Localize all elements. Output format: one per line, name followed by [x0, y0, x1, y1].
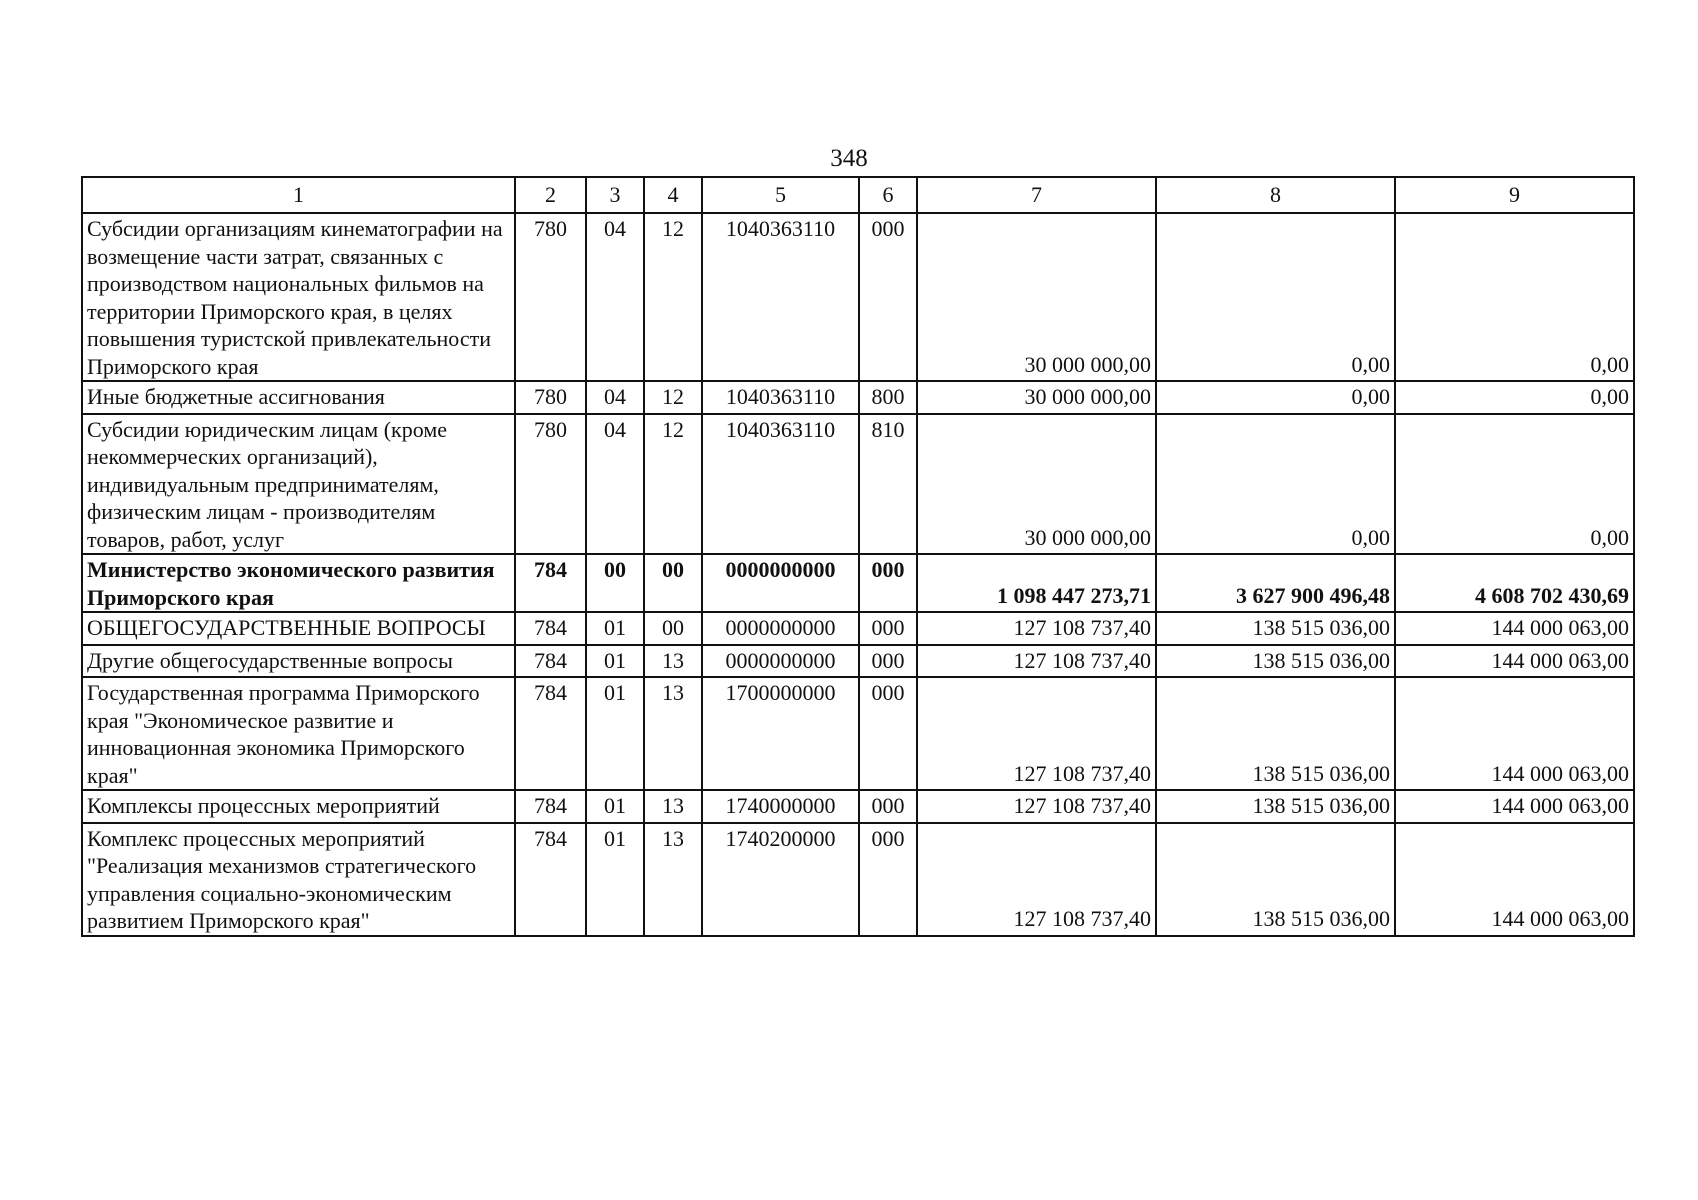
- column-header: 7: [917, 177, 1156, 213]
- subsection-cell: 13: [644, 677, 702, 790]
- amount-cell: 138 515 036,00: [1156, 790, 1395, 823]
- column-header: 9: [1395, 177, 1634, 213]
- column-header: 3: [586, 177, 644, 213]
- target-article-cell: 0000000000: [702, 612, 859, 645]
- section-cell: 04: [586, 381, 644, 414]
- row-name-cell: Субсидии организациям кинематографии на возмещение части затрат, связанных с производством национальных фильмов на территории Приморского края, в целях повышения туристской привлекательности Приморского края: [82, 213, 515, 381]
- amount-cell: 4 608 702 430,69: [1395, 554, 1634, 612]
- column-header: 8: [1156, 177, 1395, 213]
- amount-cell: 30 000 000,00: [917, 213, 1156, 381]
- section-cell: 04: [586, 414, 644, 555]
- amount-cell: 144 000 063,00: [1395, 645, 1634, 678]
- subsection-cell: 12: [644, 213, 702, 381]
- row-name-cell: Комплекс процессных мероприятий "Реализация механизмов стратегического управления социально-экономическим развитием Приморского края": [82, 823, 515, 936]
- subsection-cell: 13: [644, 790, 702, 823]
- column-header: 4: [644, 177, 702, 213]
- code-cell: 784: [515, 790, 586, 823]
- expense-type-cell: 000: [859, 213, 917, 381]
- code-cell: 784: [515, 677, 586, 790]
- amount-cell: 127 108 737,40: [917, 790, 1156, 823]
- target-article-cell: 0000000000: [702, 554, 859, 612]
- subsection-cell: 13: [644, 645, 702, 678]
- code-cell: 780: [515, 414, 586, 555]
- target-article-cell: 1040363110: [702, 213, 859, 381]
- amount-cell: 138 515 036,00: [1156, 645, 1395, 678]
- expense-type-cell: 800: [859, 381, 917, 414]
- table-row: [82, 213, 1634, 381]
- column-header: 2: [515, 177, 586, 213]
- table-row: [82, 677, 1634, 790]
- code-cell: 780: [515, 381, 586, 414]
- amount-cell: 144 000 063,00: [1395, 677, 1634, 790]
- amount-cell: 0,00: [1156, 381, 1395, 414]
- subsection-cell: 00: [644, 612, 702, 645]
- amount-cell: 3 627 900 496,48: [1156, 554, 1395, 612]
- section-cell: 01: [586, 823, 644, 936]
- section-cell: 01: [586, 612, 644, 645]
- amount-cell: 127 108 737,40: [917, 677, 1156, 790]
- amount-cell: 144 000 063,00: [1395, 823, 1634, 936]
- table-row: [82, 790, 1634, 823]
- code-cell: 780: [515, 213, 586, 381]
- column-header: 6: [859, 177, 917, 213]
- amount-cell: 30 000 000,00: [917, 381, 1156, 414]
- row-name-cell: Государственная программа Приморского края "Экономическое развитие и инновационная экономика Приморского края": [82, 677, 515, 790]
- code-cell: 784: [515, 823, 586, 936]
- column-header: 1: [82, 177, 515, 213]
- section-cell: 01: [586, 645, 644, 678]
- section-cell: 01: [586, 790, 644, 823]
- amount-cell: 0,00: [1395, 213, 1634, 381]
- table-row: [82, 554, 1634, 612]
- table-row: [82, 645, 1634, 678]
- row-name-cell: ОБЩЕГОСУДАРСТВЕННЫЕ ВОПРОСЫ: [82, 612, 515, 645]
- table-row: [82, 823, 1634, 936]
- table-header-row: [82, 177, 1634, 213]
- amount-cell: 0,00: [1156, 213, 1395, 381]
- table-row: [82, 381, 1634, 414]
- amount-cell: 138 515 036,00: [1156, 677, 1395, 790]
- amount-cell: 127 108 737,40: [917, 645, 1156, 678]
- budget-table: [81, 176, 1635, 937]
- expense-type-cell: 000: [859, 645, 917, 678]
- expense-type-cell: 000: [859, 823, 917, 936]
- expense-type-cell: 000: [859, 790, 917, 823]
- expense-type-cell: 810: [859, 414, 917, 555]
- amount-cell: 127 108 737,40: [917, 612, 1156, 645]
- row-name-cell: Комплексы процессных мероприятий: [82, 790, 515, 823]
- amount-cell: 144 000 063,00: [1395, 790, 1634, 823]
- column-header: 5: [702, 177, 859, 213]
- row-name-cell: Другие общегосударственные вопросы: [82, 645, 515, 678]
- amount-cell: 144 000 063,00: [1395, 612, 1634, 645]
- amount-cell: 138 515 036,00: [1156, 823, 1395, 936]
- amount-cell: 1 098 447 273,71: [917, 554, 1156, 612]
- page-number: 348: [830, 145, 868, 172]
- table-row: [82, 612, 1634, 645]
- subsection-cell: 12: [644, 414, 702, 555]
- amount-cell: 138 515 036,00: [1156, 612, 1395, 645]
- target-article-cell: 1700000000: [702, 677, 859, 790]
- subsection-cell: 13: [644, 823, 702, 936]
- code-cell: 784: [515, 645, 586, 678]
- code-cell: 784: [515, 612, 586, 645]
- amount-cell: 30 000 000,00: [917, 414, 1156, 555]
- section-cell: 00: [586, 554, 644, 612]
- section-cell: 04: [586, 213, 644, 381]
- expense-type-cell: 000: [859, 554, 917, 612]
- expense-type-cell: 000: [859, 612, 917, 645]
- code-cell: 784: [515, 554, 586, 612]
- subsection-cell: 00: [644, 554, 702, 612]
- amount-cell: 0,00: [1156, 414, 1395, 555]
- table-row: [82, 414, 1634, 555]
- target-article-cell: 1040363110: [702, 381, 859, 414]
- target-article-cell: 1740200000: [702, 823, 859, 936]
- section-cell: 01: [586, 677, 644, 790]
- target-article-cell: 1040363110: [702, 414, 859, 555]
- expense-type-cell: 000: [859, 677, 917, 790]
- amount-cell: 127 108 737,40: [917, 823, 1156, 936]
- target-article-cell: 1740000000: [702, 790, 859, 823]
- target-article-cell: 0000000000: [702, 645, 859, 678]
- amount-cell: 0,00: [1395, 414, 1634, 555]
- subsection-cell: 12: [644, 381, 702, 414]
- row-name-cell: Субсидии юридическим лицам (кроме некоммерческих организаций), индивидуальным предпринимателям, физическим лицам - производителям товаров, работ, услуг: [82, 414, 515, 555]
- amount-cell: 0,00: [1395, 381, 1634, 414]
- row-name-cell: Иные бюджетные ассигнования: [82, 381, 515, 414]
- row-name-cell: Министерство экономического развития Приморского края: [82, 554, 515, 612]
